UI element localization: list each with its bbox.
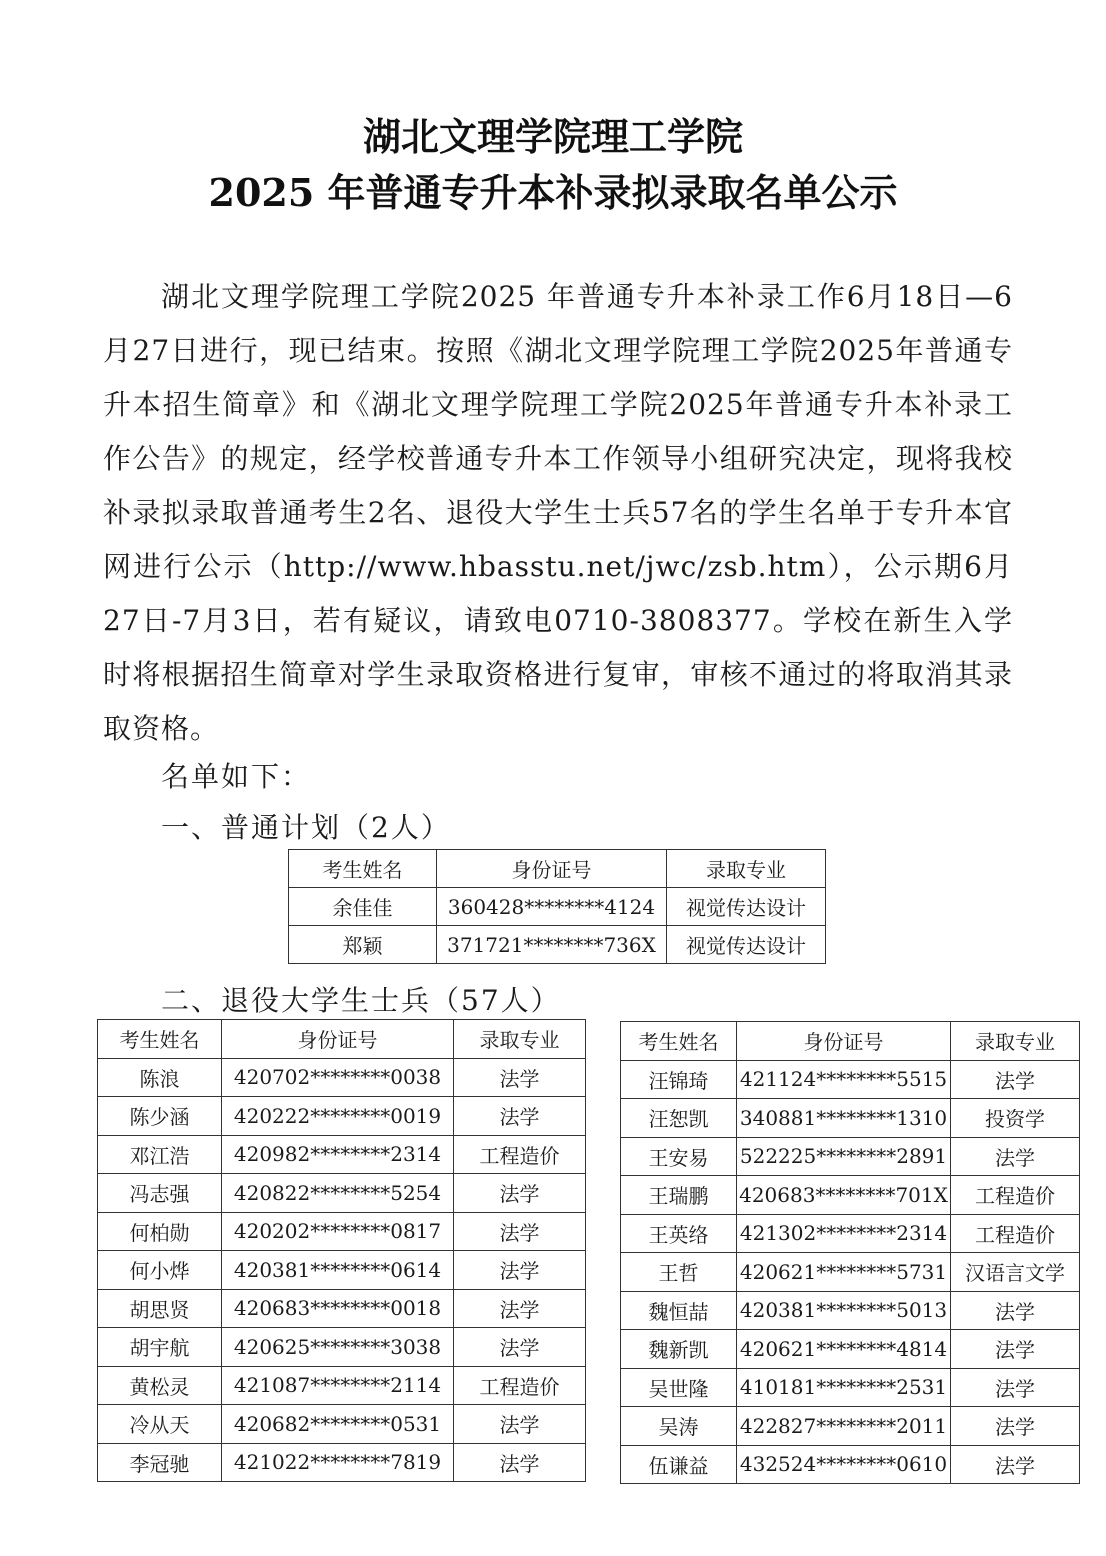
cell-name: 胡思贤 [98,1289,222,1328]
table-row [621,1253,1080,1292]
cell-major: 法学 [454,1251,586,1290]
cell-name: 王瑞鹏 [621,1176,737,1215]
table-row [621,1214,1080,1253]
cell-id: 420625********3038 [222,1328,454,1367]
cell-name: 汪锦琦 [621,1060,737,1099]
cell-major: 法学 [951,1137,1080,1176]
cell-major: 法学 [454,1328,586,1367]
cell-name: 魏新凯 [621,1330,737,1369]
cell-id: 340881********1310 [737,1099,951,1138]
cell-major: 法学 [951,1060,1080,1099]
cell-major: 工程造价 [951,1214,1080,1253]
cell-id: 420682********0531 [222,1405,454,1444]
table-row [621,1099,1080,1138]
cell-major: 法学 [454,1289,586,1328]
table-row [98,1443,586,1482]
cell-id: 421022********7819 [222,1443,454,1482]
cell-id: 432524********0610 [737,1445,951,1484]
cell-name: 王英络 [621,1214,737,1253]
table-row [98,1328,586,1367]
cell-id: 360428********4124 [437,888,667,926]
section-veteran-title: 二、退役大学生士兵（57人） [161,984,561,1017]
cell-major: 法学 [951,1291,1080,1330]
document-title-line2: 2025 年普通专升本补录拟录取名单公示 [208,170,898,215]
table-row [98,1251,586,1290]
table-row [98,1097,586,1136]
table-row [621,1137,1080,1176]
cell-major: 汉语言文学 [951,1253,1080,1292]
cell-id: 420202********0817 [222,1212,454,1251]
cell-name: 郑颖 [289,926,437,964]
cell-name: 余佳佳 [289,888,437,926]
cell-id: 522225********2891 [737,1137,951,1176]
cell-id: 420982********2314 [222,1135,454,1174]
header-name: 考生姓名 [621,1022,737,1061]
cell-name: 何柏勋 [98,1212,222,1251]
cell-name: 邓江浩 [98,1135,222,1174]
header-id: 身份证号 [222,1020,454,1059]
cell-major: 法学 [951,1445,1080,1484]
table-header-row [621,1022,1080,1061]
cell-major: 法学 [454,1058,586,1097]
table-row [98,1058,586,1097]
cell-name: 冷从天 [98,1405,222,1444]
cell-major: 法学 [951,1330,1080,1369]
cell-major: 工程造价 [454,1366,586,1405]
header-name: 考生姓名 [98,1020,222,1059]
cell-name: 何小烨 [98,1251,222,1290]
cell-name: 黄松灵 [98,1366,222,1405]
cell-id: 371721********736X [437,926,667,964]
cell-id: 422827********2011 [737,1407,951,1446]
cell-id: 421302********2314 [737,1214,951,1253]
cell-id: 421087********2114 [222,1366,454,1405]
table-row [621,1060,1080,1099]
header-name: 考生姓名 [289,850,437,888]
cell-name: 吴世隆 [621,1368,737,1407]
cell-major: 法学 [454,1443,586,1482]
table-row [98,1135,586,1174]
table-row [621,1330,1080,1369]
veteran-table-left [97,1019,586,1482]
document-title-line1: 湖北文理学院理工学院 [362,114,743,159]
cell-major: 视觉传达设计 [667,888,826,926]
section-regular-plan-title: 一、普通计划（2人） [161,811,451,844]
table-row [98,1212,586,1251]
cell-id: 420683********0018 [222,1289,454,1328]
cell-major: 法学 [454,1212,586,1251]
cell-major: 法学 [454,1405,586,1444]
table-row [289,926,826,964]
table-header-row [98,1020,586,1059]
cell-id: 420683********701X [737,1176,951,1215]
cell-name: 陈浪 [98,1058,222,1097]
cell-name: 冯志强 [98,1174,222,1213]
header-id: 身份证号 [737,1022,951,1061]
list-intro: 名单如下： [161,760,312,793]
cell-major: 工程造价 [454,1135,586,1174]
cell-id: 420621********4814 [737,1330,951,1369]
header-major: 录取专业 [667,850,826,888]
cell-id: 420381********5013 [737,1291,951,1330]
header-id: 身份证号 [437,850,667,888]
cell-id: 420222********0019 [222,1097,454,1136]
table-row [98,1289,586,1328]
cell-name: 汪恕凯 [621,1099,737,1138]
cell-major: 视觉传达设计 [667,926,826,964]
table-row [289,888,826,926]
cell-major: 法学 [454,1097,586,1136]
table-row [98,1366,586,1405]
regular-plan-table [288,849,826,964]
cell-id: 420621********5731 [737,1253,951,1292]
cell-major: 法学 [454,1174,586,1213]
cell-name: 吴涛 [621,1407,737,1446]
cell-name: 王哲 [621,1253,737,1292]
cell-id: 410181********2531 [737,1368,951,1407]
table-row [621,1368,1080,1407]
cell-id: 420702********0038 [222,1058,454,1097]
cell-name: 魏恒喆 [621,1291,737,1330]
cell-id: 420822********5254 [222,1174,454,1213]
cell-major: 投资学 [951,1099,1080,1138]
table-row [621,1291,1080,1330]
cell-name: 陈少涵 [98,1097,222,1136]
cell-name: 伍谦益 [621,1445,737,1484]
cell-id: 421124********5515 [737,1060,951,1099]
cell-id: 420381********0614 [222,1251,454,1290]
table-row [621,1176,1080,1215]
announcement-paragraph: 湖北文理学院理工学院2025 年普通专升本补录工作6月18日—6月27日进行，现已结束。按照《湖北文理学院理工学院2025年普通专升本招生简章》和《湖北文理学院理工学院2025年普通专升本补录工作公告》的规定，经学校普通专升本工作领导小组研究决定，现将我校补录拟录取普通考生2名、退役大学生士兵57名的学生名单于专升本官网进行公示（http://www.hbasstu.net/jwc/zsb.htm），公示期6月27日-7月3日，若有疑议，请致电0710-3808377。学校在新生入学时将根据招生简章对学生录取资格进行复审，审核不通过的将取消其录取资格。 [103,280,1013,745]
header-major: 录取专业 [454,1020,586,1059]
cell-major: 法学 [951,1407,1080,1446]
cell-name: 胡宇航 [98,1328,222,1367]
cell-name: 李冠驰 [98,1443,222,1482]
veteran-table-right [620,1021,1080,1484]
cell-name: 王安易 [621,1137,737,1176]
table-row [98,1405,586,1444]
table-row [98,1174,586,1213]
table-row [621,1445,1080,1484]
table-header-row [289,850,826,888]
header-major: 录取专业 [951,1022,1080,1061]
cell-major: 法学 [951,1368,1080,1407]
cell-major: 工程造价 [951,1176,1080,1215]
table-row [621,1407,1080,1446]
